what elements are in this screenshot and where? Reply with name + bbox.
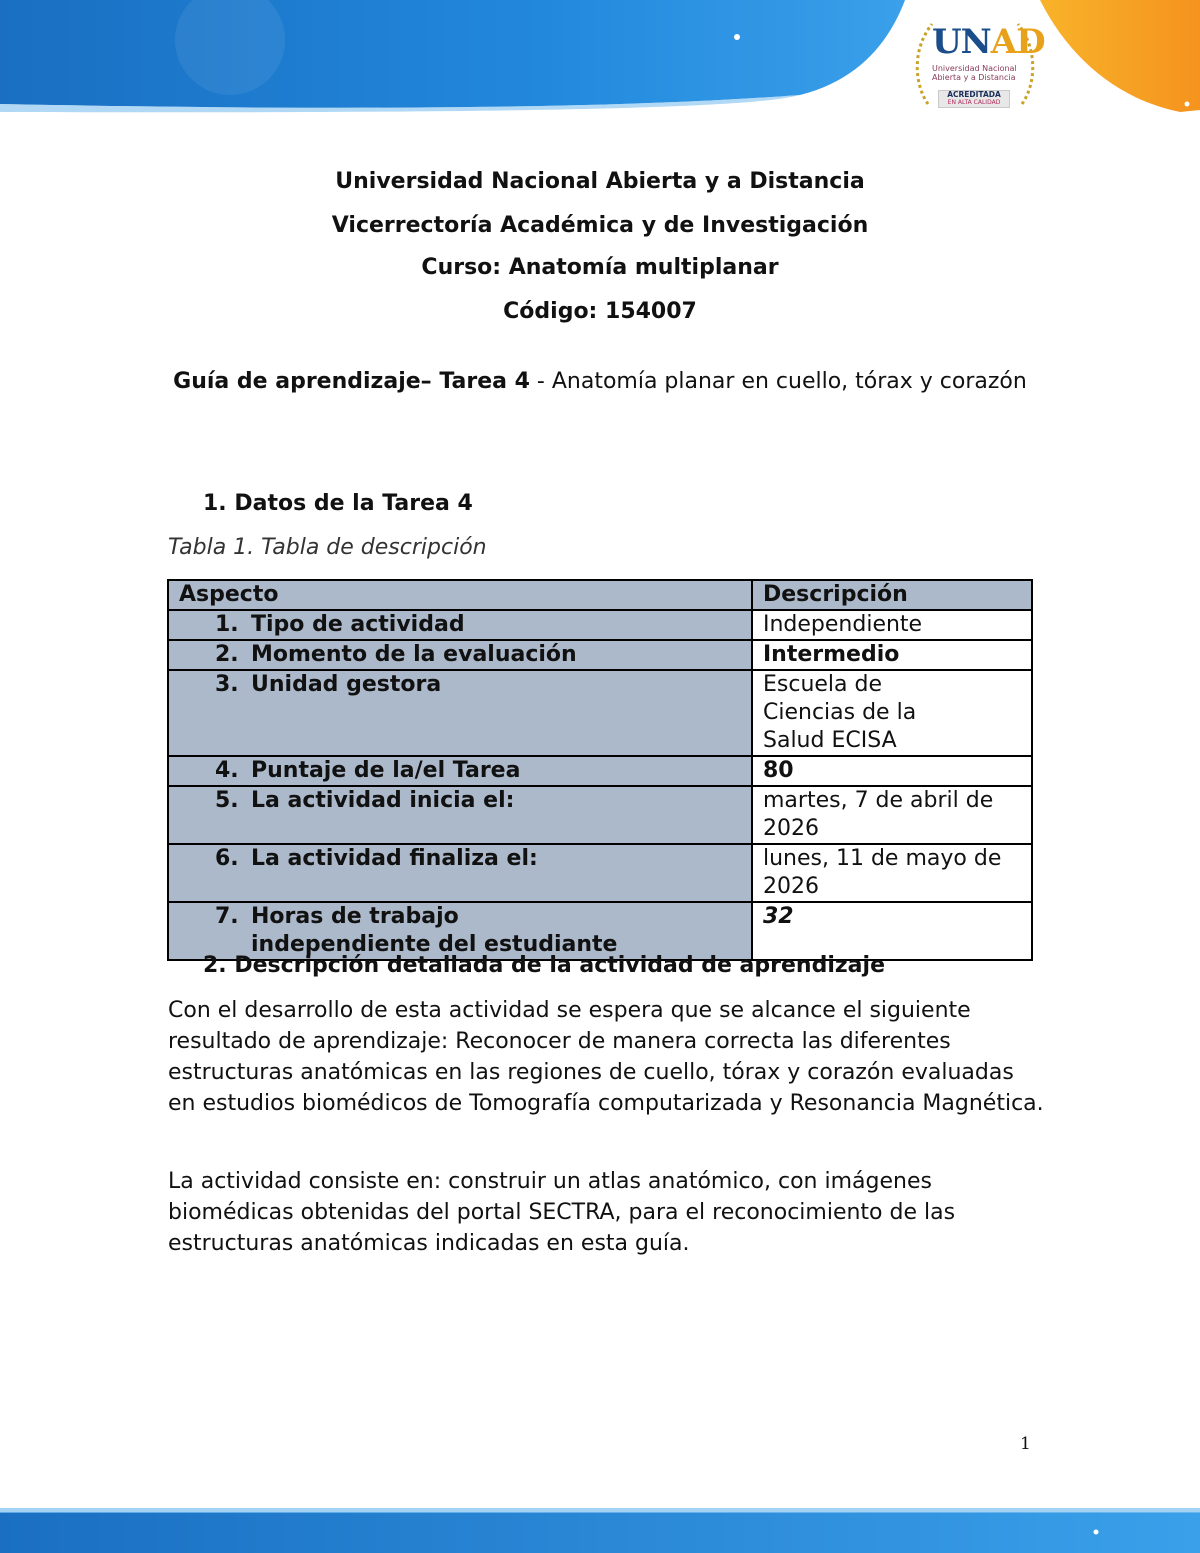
row-number: 4.	[215, 758, 239, 783]
section-1-heading: 1. Datos de la Tarea 4	[203, 491, 473, 516]
table-row	[168, 756, 1032, 786]
row-number: 7.	[215, 904, 239, 929]
row-number: 6.	[215, 846, 239, 871]
row-aspect: Unidad gestora	[251, 672, 442, 697]
table-row	[168, 844, 1032, 902]
row-aspect: Puntaje de la/el Tarea	[251, 758, 521, 783]
row-aspect: La actividad finaliza el:	[251, 846, 538, 871]
vicerrectoria-title: Vicerrectoría Académica y de Investigación	[331, 213, 869, 238]
row-number: 3.	[215, 672, 239, 697]
row-value: 32	[752, 902, 1032, 960]
paragraph-activity: La actividad consiste en: construir un atlas anatómico, con imágenes biomédicas obtenidas del portal SECTRA, para el reconocimiento de las estructuras anatómicas indicadas en esta guía.	[168, 1169, 956, 1256]
row-aspect: La actividad inicia el:	[251, 788, 515, 813]
university-title: Universidad Nacional Abierta y a Distancia	[335, 169, 865, 194]
paragraph-learning-outcome: Con el desarrollo de esta actividad se espera que se alcance el siguiente resultado de aprendizaje: Reconocer de manera correcta las diferentes estructuras anatómicas en las regiones de cuello, tórax y corazón evaluadas en estudios biomédicos de Tomografía computarizada y Resonancia Magnética.	[168, 998, 1044, 1116]
page-number: 1	[1020, 1434, 1031, 1454]
logo-wordmark: UNAD	[932, 22, 1045, 62]
section-2-heading: 2. Descripción detallada de la actividad de aprendizaje	[203, 953, 885, 978]
row-aspect: Tipo de actividad	[251, 612, 465, 637]
guide-title: Guía de aprendizaje– Tarea 4 - Anatomía planar en cuello, tórax y corazón	[173, 369, 1027, 394]
row-value: Intermedio	[752, 640, 1032, 670]
row-value: martes, 7 de abril de 2026	[752, 786, 1032, 844]
row-value: Independiente	[752, 610, 1032, 640]
table-caption: Tabla 1. Tabla de descripción	[168, 535, 487, 560]
course-code: Código: 154007	[503, 299, 697, 324]
unad-logo	[910, 14, 1045, 110]
row-number: 2.	[215, 642, 239, 667]
accreditation-badge: ACREDITADA EN ALTA CALIDAD	[938, 90, 1010, 108]
table-header-row	[168, 580, 1032, 610]
row-number: 5.	[215, 788, 239, 813]
row-aspect: Momento de la evaluación	[251, 642, 577, 667]
row-number: 1.	[215, 612, 239, 637]
table-row	[168, 640, 1032, 670]
footer-banner	[0, 1508, 1200, 1553]
row-value: lunes, 11 de mayo de 2026	[752, 844, 1032, 902]
header-description: Descripción	[752, 580, 1032, 610]
course-title: Curso: Anatomía multiplanar	[421, 255, 779, 280]
table-row	[168, 902, 1032, 960]
header-aspect: Aspecto	[168, 580, 752, 610]
table-row	[168, 610, 1032, 640]
row-value: 80	[752, 756, 1032, 786]
description-table	[167, 579, 1033, 961]
table-row	[168, 786, 1032, 844]
logo-subtitle: Universidad Nacional Abierta y a Distancia	[932, 64, 1017, 82]
table-row	[168, 670, 1032, 756]
row-aspect: Horas de trabajo independiente del estudiante	[251, 904, 618, 957]
row-value: Escuela de Ciencias de la Salud ECISA	[752, 670, 1032, 756]
